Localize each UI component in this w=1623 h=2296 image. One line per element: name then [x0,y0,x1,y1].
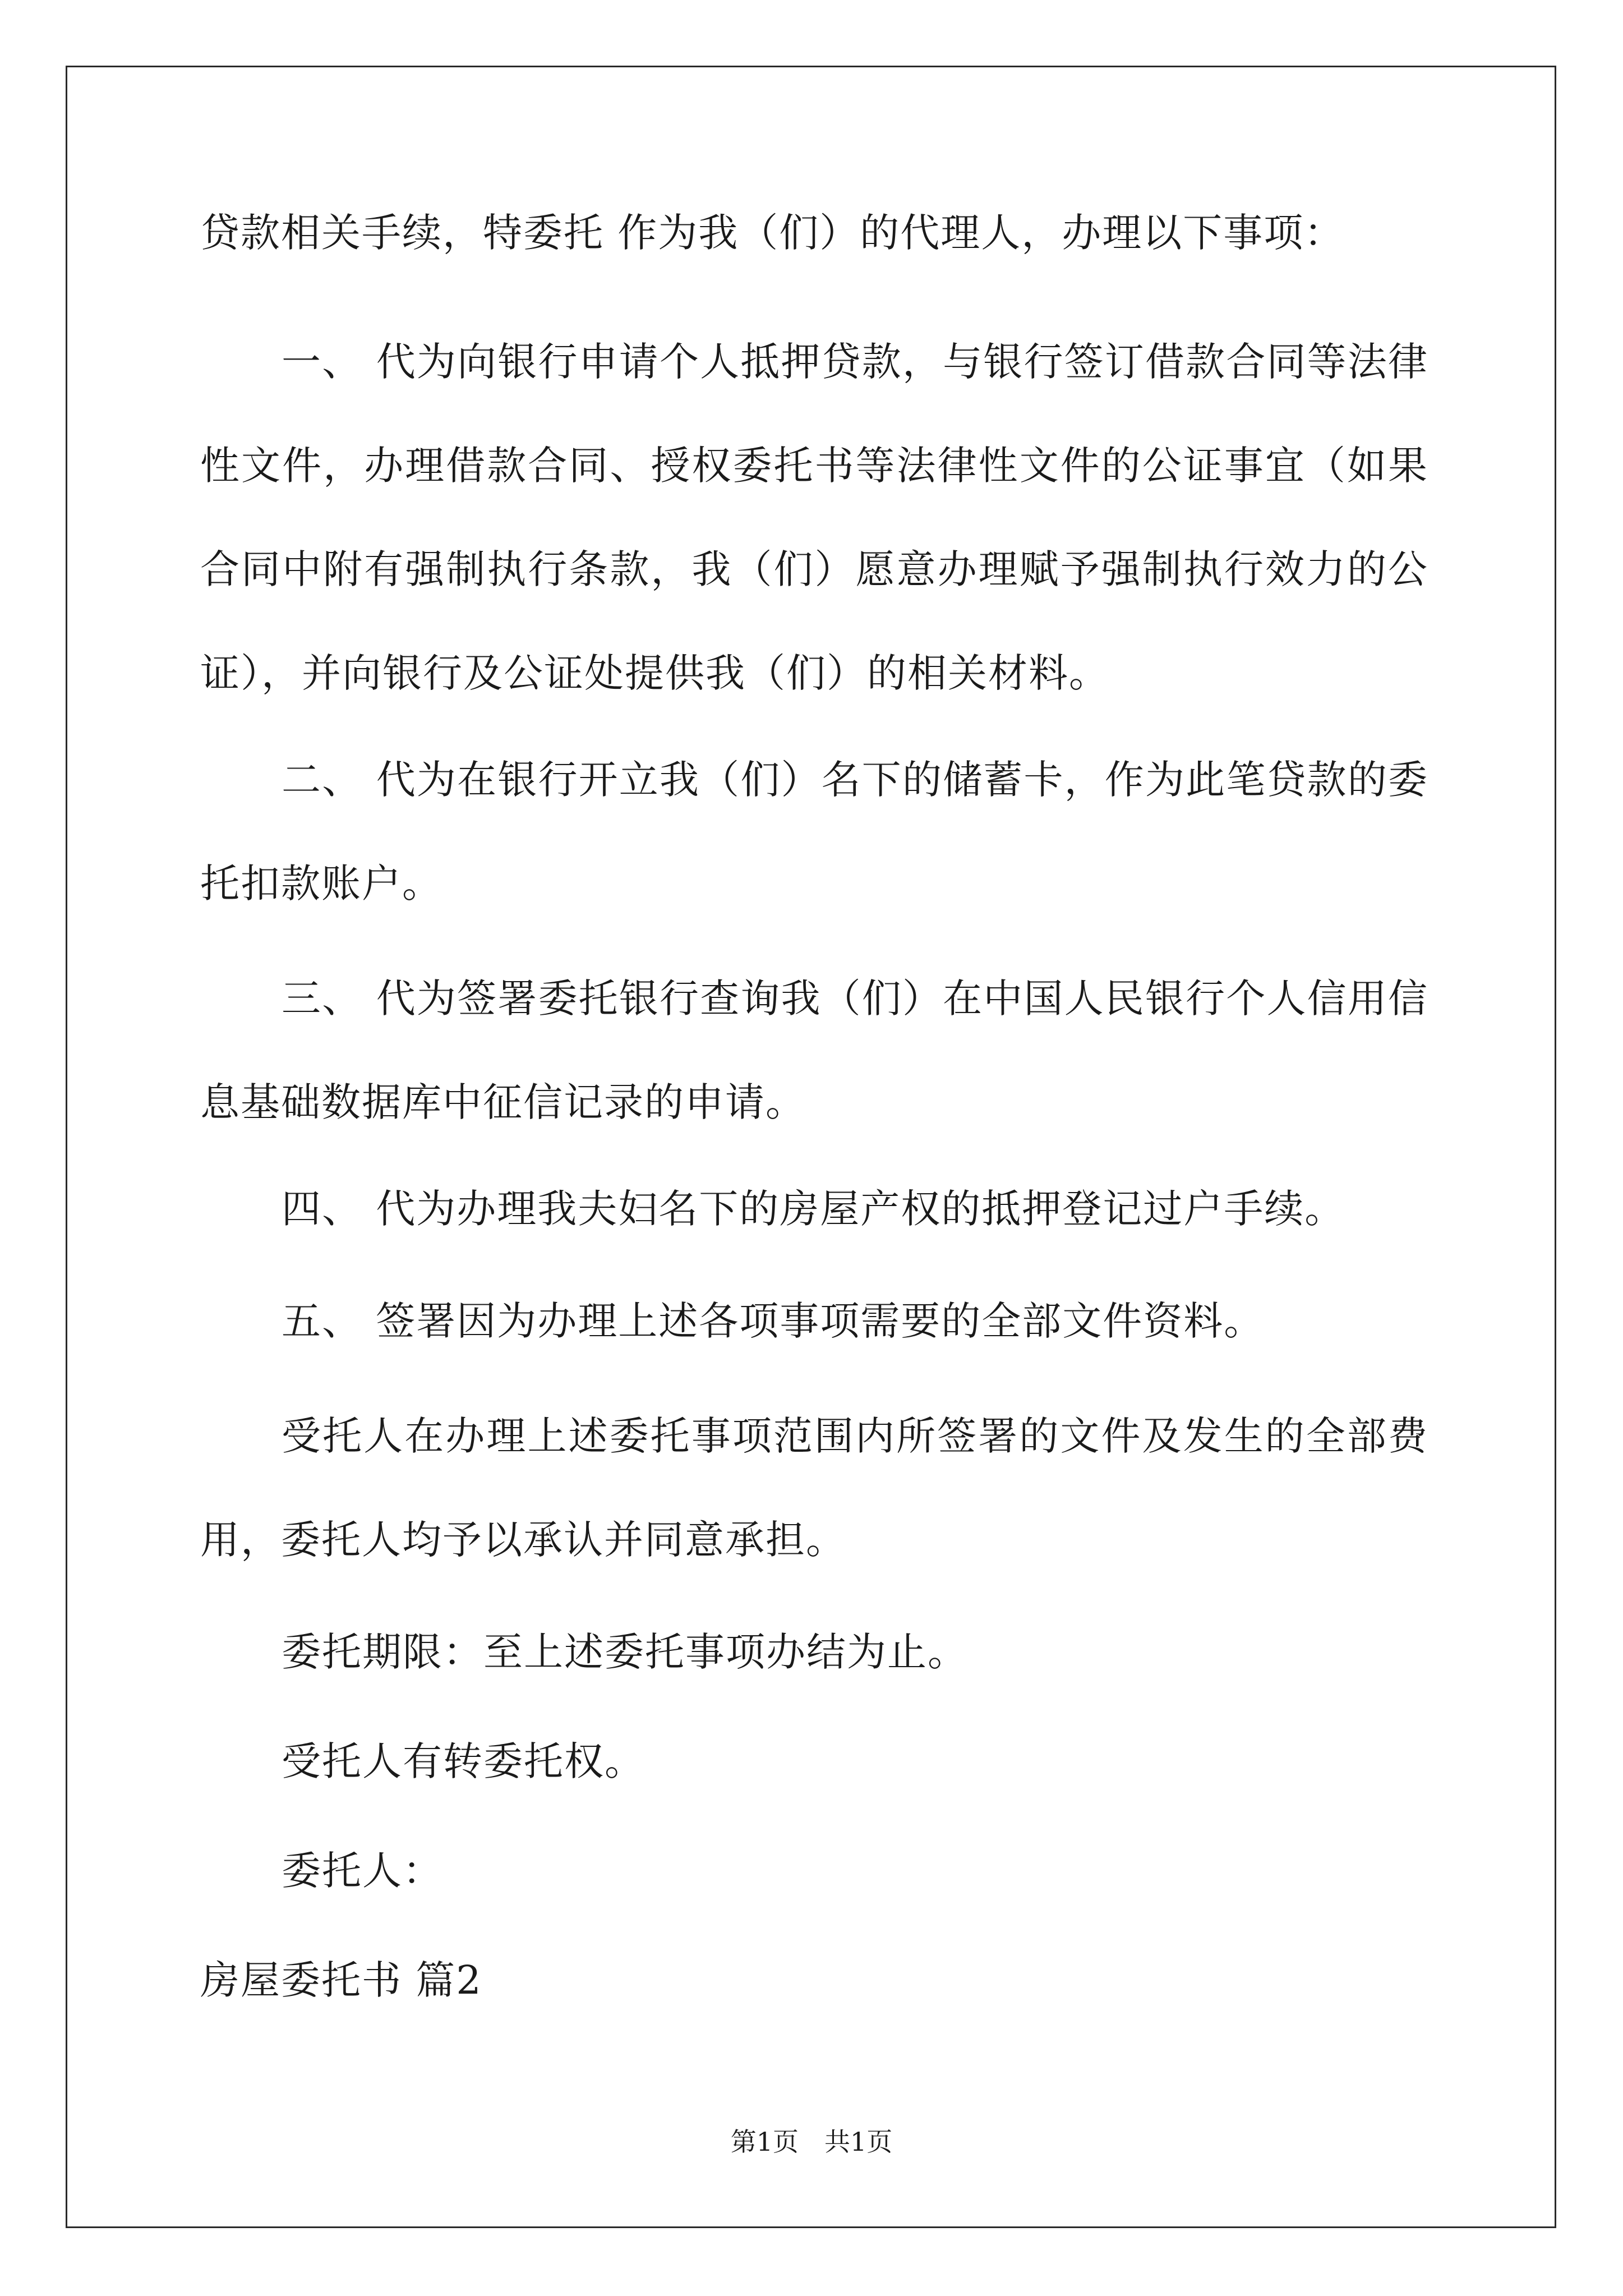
text-line-5: 证），并向银行及公证处提供我（们）的相关材料。 [200,650,1109,696]
section-heading: 房屋委托书 篇2 [200,1957,482,2003]
text-line-6: 二、 代为在银行开立我（们）名下的储蓄卡，作为此笔贷款的委 [282,757,1428,803]
text-line-9: 息基础数据库中征信记录的申请。 [200,1079,806,1125]
text-line-4: 合同中附有强制执行条款，我（们）愿意办理赋予强制执行效力的公 [200,546,1428,592]
text-line-8: 三、 代为签署委托银行查询我（们）在中国人民银行个人信用信 [282,976,1428,1022]
text-line-1: 贷款相关手续，特委托 作为我（们）的代理人，办理以下事项： [200,210,1345,256]
text-line-12: 受托人在办理上述委托事项范围内所签署的文件及发生的全部费 [282,1413,1428,1459]
text-line-15: 受托人有转委托权。 [282,1738,645,1784]
text-line-11: 五、 签署因为办理上述各项事项需要的全部文件资料。 [282,1298,1265,1344]
text-line-10: 四、 代为办理我夫妇名下的房屋产权的抵押登记过户手续。 [282,1186,1345,1232]
text-line-14: 委托期限：至上述委托事项办结为止。 [282,1629,968,1675]
page-border [66,66,1556,2228]
text-line-13: 用，委托人均予以承认并同意承担。 [200,1517,846,1563]
page-number: 第1页 共1页 [730,2127,893,2157]
text-line-16: 委托人： [282,1848,443,1894]
text-line-3: 性文件，办理借款合同、授权委托书等法律性文件的公证事宜（如果 [200,443,1428,489]
text-line-2: 一、 代为向银行申请个人抵押贷款，与银行签订借款合同等法律 [282,339,1428,385]
text-line-7: 托扣款账户。 [200,861,442,907]
